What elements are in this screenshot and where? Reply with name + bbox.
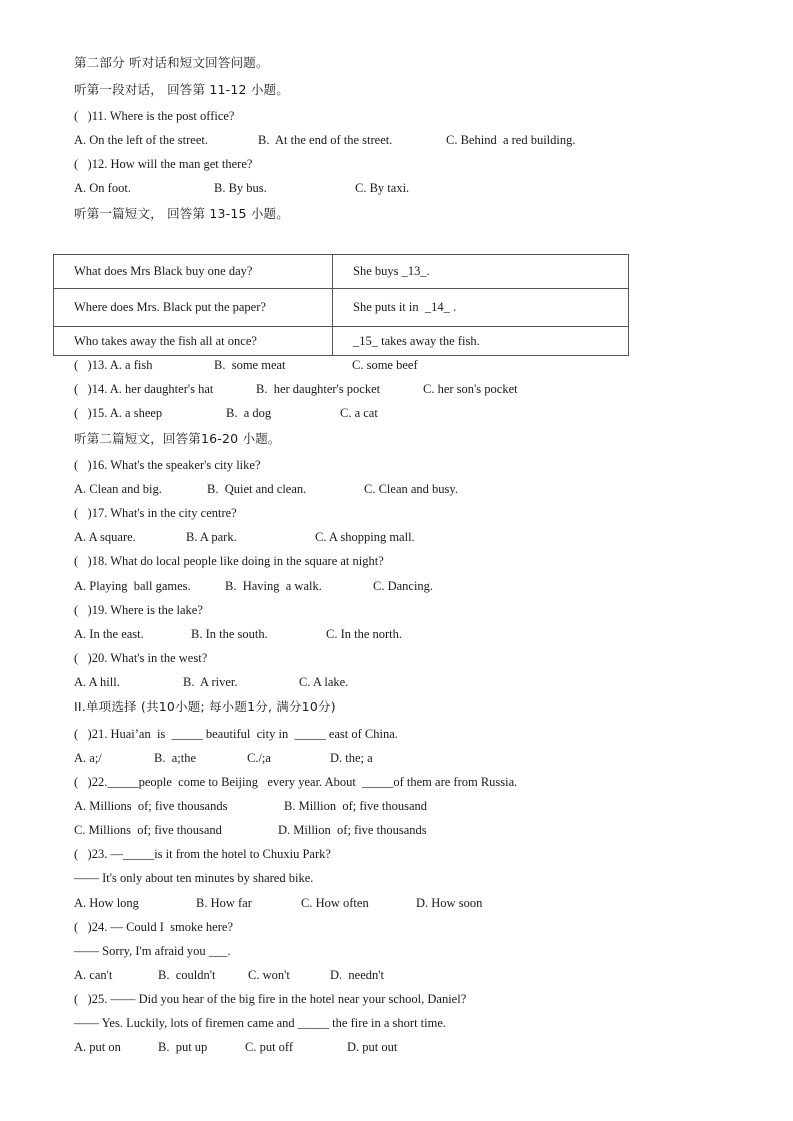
- q13-option-b: B. some meat: [214, 358, 286, 372]
- section1-intro: 听第一段对话， 回答第 11-12 小题。: [74, 82, 289, 97]
- q21-stem: ( )21. Huai’an is _____ beautiful city in _____ east of China.: [74, 727, 398, 741]
- table-row: [54, 289, 629, 327]
- q25-option-b: B. put up: [158, 1040, 208, 1054]
- table-cell-question: Who takes away the fish all at once?: [54, 327, 333, 356]
- q22-stem: ( )22._____people come to Beijing every year. About _____of them are from Russia.: [74, 775, 518, 789]
- q19-stem: ( )19. Where is the lake?: [74, 603, 203, 617]
- q24-option-a: A. can't: [74, 968, 113, 982]
- q21-option-c: C./;a: [247, 751, 271, 765]
- listening-table: [53, 254, 629, 356]
- q23-option-a: A. How long: [74, 896, 139, 910]
- q15-stem: ( )15. A. a sheep: [74, 406, 163, 420]
- q23-option-c: C. How often: [301, 896, 369, 910]
- q25-option-a: A. put on: [74, 1040, 121, 1054]
- table-row: [54, 327, 629, 356]
- q21-option-a: A. a;/: [74, 751, 102, 765]
- q23-reply: —— It's only about ten minutes by shared bike.: [74, 871, 314, 885]
- part2-heading: 第二部分 听对话和短文回答问题。: [74, 55, 269, 70]
- q11-option-a: A. On the left of the street.: [74, 133, 208, 147]
- table-row: [54, 255, 629, 289]
- q15-option-b: B. a dog: [226, 406, 272, 420]
- q17-stem: ( )17. What's in the city centre?: [74, 506, 237, 520]
- q20-option-b: B. A river.: [183, 675, 238, 689]
- q25-option-d: D. put out: [347, 1040, 398, 1054]
- part-ii-heading: II.单项选择 (共10小题; 每小题1分, 满分10分): [74, 699, 336, 714]
- q16-option-a: A. Clean and big.: [74, 482, 162, 496]
- q22-option-a: A. Millions of; five thousands: [74, 799, 228, 813]
- q12-option-c: C. By taxi.: [355, 181, 410, 195]
- table-cell-answer: She buys _13_.: [333, 255, 629, 289]
- q11-option-b: B. At the end of the street.: [258, 133, 393, 147]
- q14-option-c: C. her son's pocket: [423, 382, 518, 396]
- q20-stem: ( )20. What's in the west?: [74, 651, 208, 665]
- q18-option-c: C. Dancing.: [373, 579, 434, 593]
- q22-option-d: D. Million of; five thousands: [278, 823, 427, 837]
- q21-option-d: D. the; a: [330, 751, 373, 765]
- q14-stem: ( )14. A. her daughter's hat: [74, 382, 214, 396]
- section2-intro: 听第一篇短文， 回答第 13-15 小题。: [74, 206, 289, 221]
- q25-stem: ( )25. —— Did you hear of the big fire in the hotel near your school, Daniel?: [74, 992, 467, 1006]
- q20-option-c: C. A lake.: [299, 675, 349, 689]
- q24-reply: —— Sorry, I'm afraid you ___.: [74, 944, 231, 958]
- q21-option-b: B. a;the: [154, 751, 197, 765]
- q17-option-c: C. A shopping mall.: [315, 530, 415, 544]
- q16-option-b: B. Quiet and clean.: [207, 482, 307, 496]
- q18-stem: ( )18. What do local people like doing in the square at night?: [74, 554, 384, 568]
- q11-stem: ( )11. Where is the post office?: [74, 109, 235, 123]
- q19-option-b: B. In the south.: [191, 627, 268, 641]
- q23-stem: ( )23. —_____is it from the hotel to Chuxiu Park?: [74, 847, 331, 861]
- q24-option-c: C. won't: [248, 968, 290, 982]
- q20-option-a: A. A hill.: [74, 675, 120, 689]
- q16-option-c: C. Clean and busy.: [364, 482, 458, 496]
- q23-option-d: D. How soon: [416, 896, 483, 910]
- q24-option-b: B. couldn't: [158, 968, 216, 982]
- q15-option-c: C. a cat: [340, 406, 378, 420]
- q17-option-a: A. A square.: [74, 530, 136, 544]
- q25-reply: —— Yes. Luckily, lots of firemen came and _____ the fire in a short time.: [74, 1016, 447, 1030]
- q25-option-c: C. put off: [245, 1040, 294, 1054]
- q11-option-c: C. Behind a red building.: [446, 133, 576, 147]
- q18-option-b: B. Having a walk.: [225, 579, 322, 593]
- q12-option-b: B. By bus.: [214, 181, 267, 195]
- q22-option-c: C. Millions of; five thousand: [74, 823, 222, 837]
- q24-option-d: D. needn't: [330, 968, 384, 982]
- q12-stem: ( )12. How will the man get there?: [74, 157, 253, 171]
- q19-option-c: C. In the north.: [326, 627, 403, 641]
- q24-stem: ( )24. — Could I smoke here?: [74, 920, 233, 934]
- table-cell-answer: _15_ takes away the fish.: [333, 327, 629, 356]
- q22-option-b: B. Million of; five thousand: [284, 799, 428, 813]
- q16-stem: ( )16. What's the speaker's city like?: [74, 458, 261, 472]
- q13-stem: ( )13. A. a fish: [74, 358, 153, 372]
- q17-option-b: B. A park.: [186, 530, 237, 544]
- q12-option-a: A. On foot.: [74, 181, 131, 195]
- table-cell-question: Where does Mrs. Black put the paper?: [54, 289, 333, 327]
- table-cell-answer: She puts it in _14_ .: [333, 289, 629, 327]
- q13-option-c: C. some beef: [352, 358, 418, 372]
- table-cell-question: What does Mrs Black buy one day?: [54, 255, 333, 289]
- q18-option-a: A. Playing ball games.: [74, 579, 191, 593]
- q19-option-a: A. In the east.: [74, 627, 144, 641]
- q14-option-b: B. her daughter's pocket: [256, 382, 381, 396]
- section3-intro: 听第二篇短文，回答第16-20 小题。: [74, 431, 281, 446]
- q23-option-b: B. How far: [196, 896, 252, 910]
